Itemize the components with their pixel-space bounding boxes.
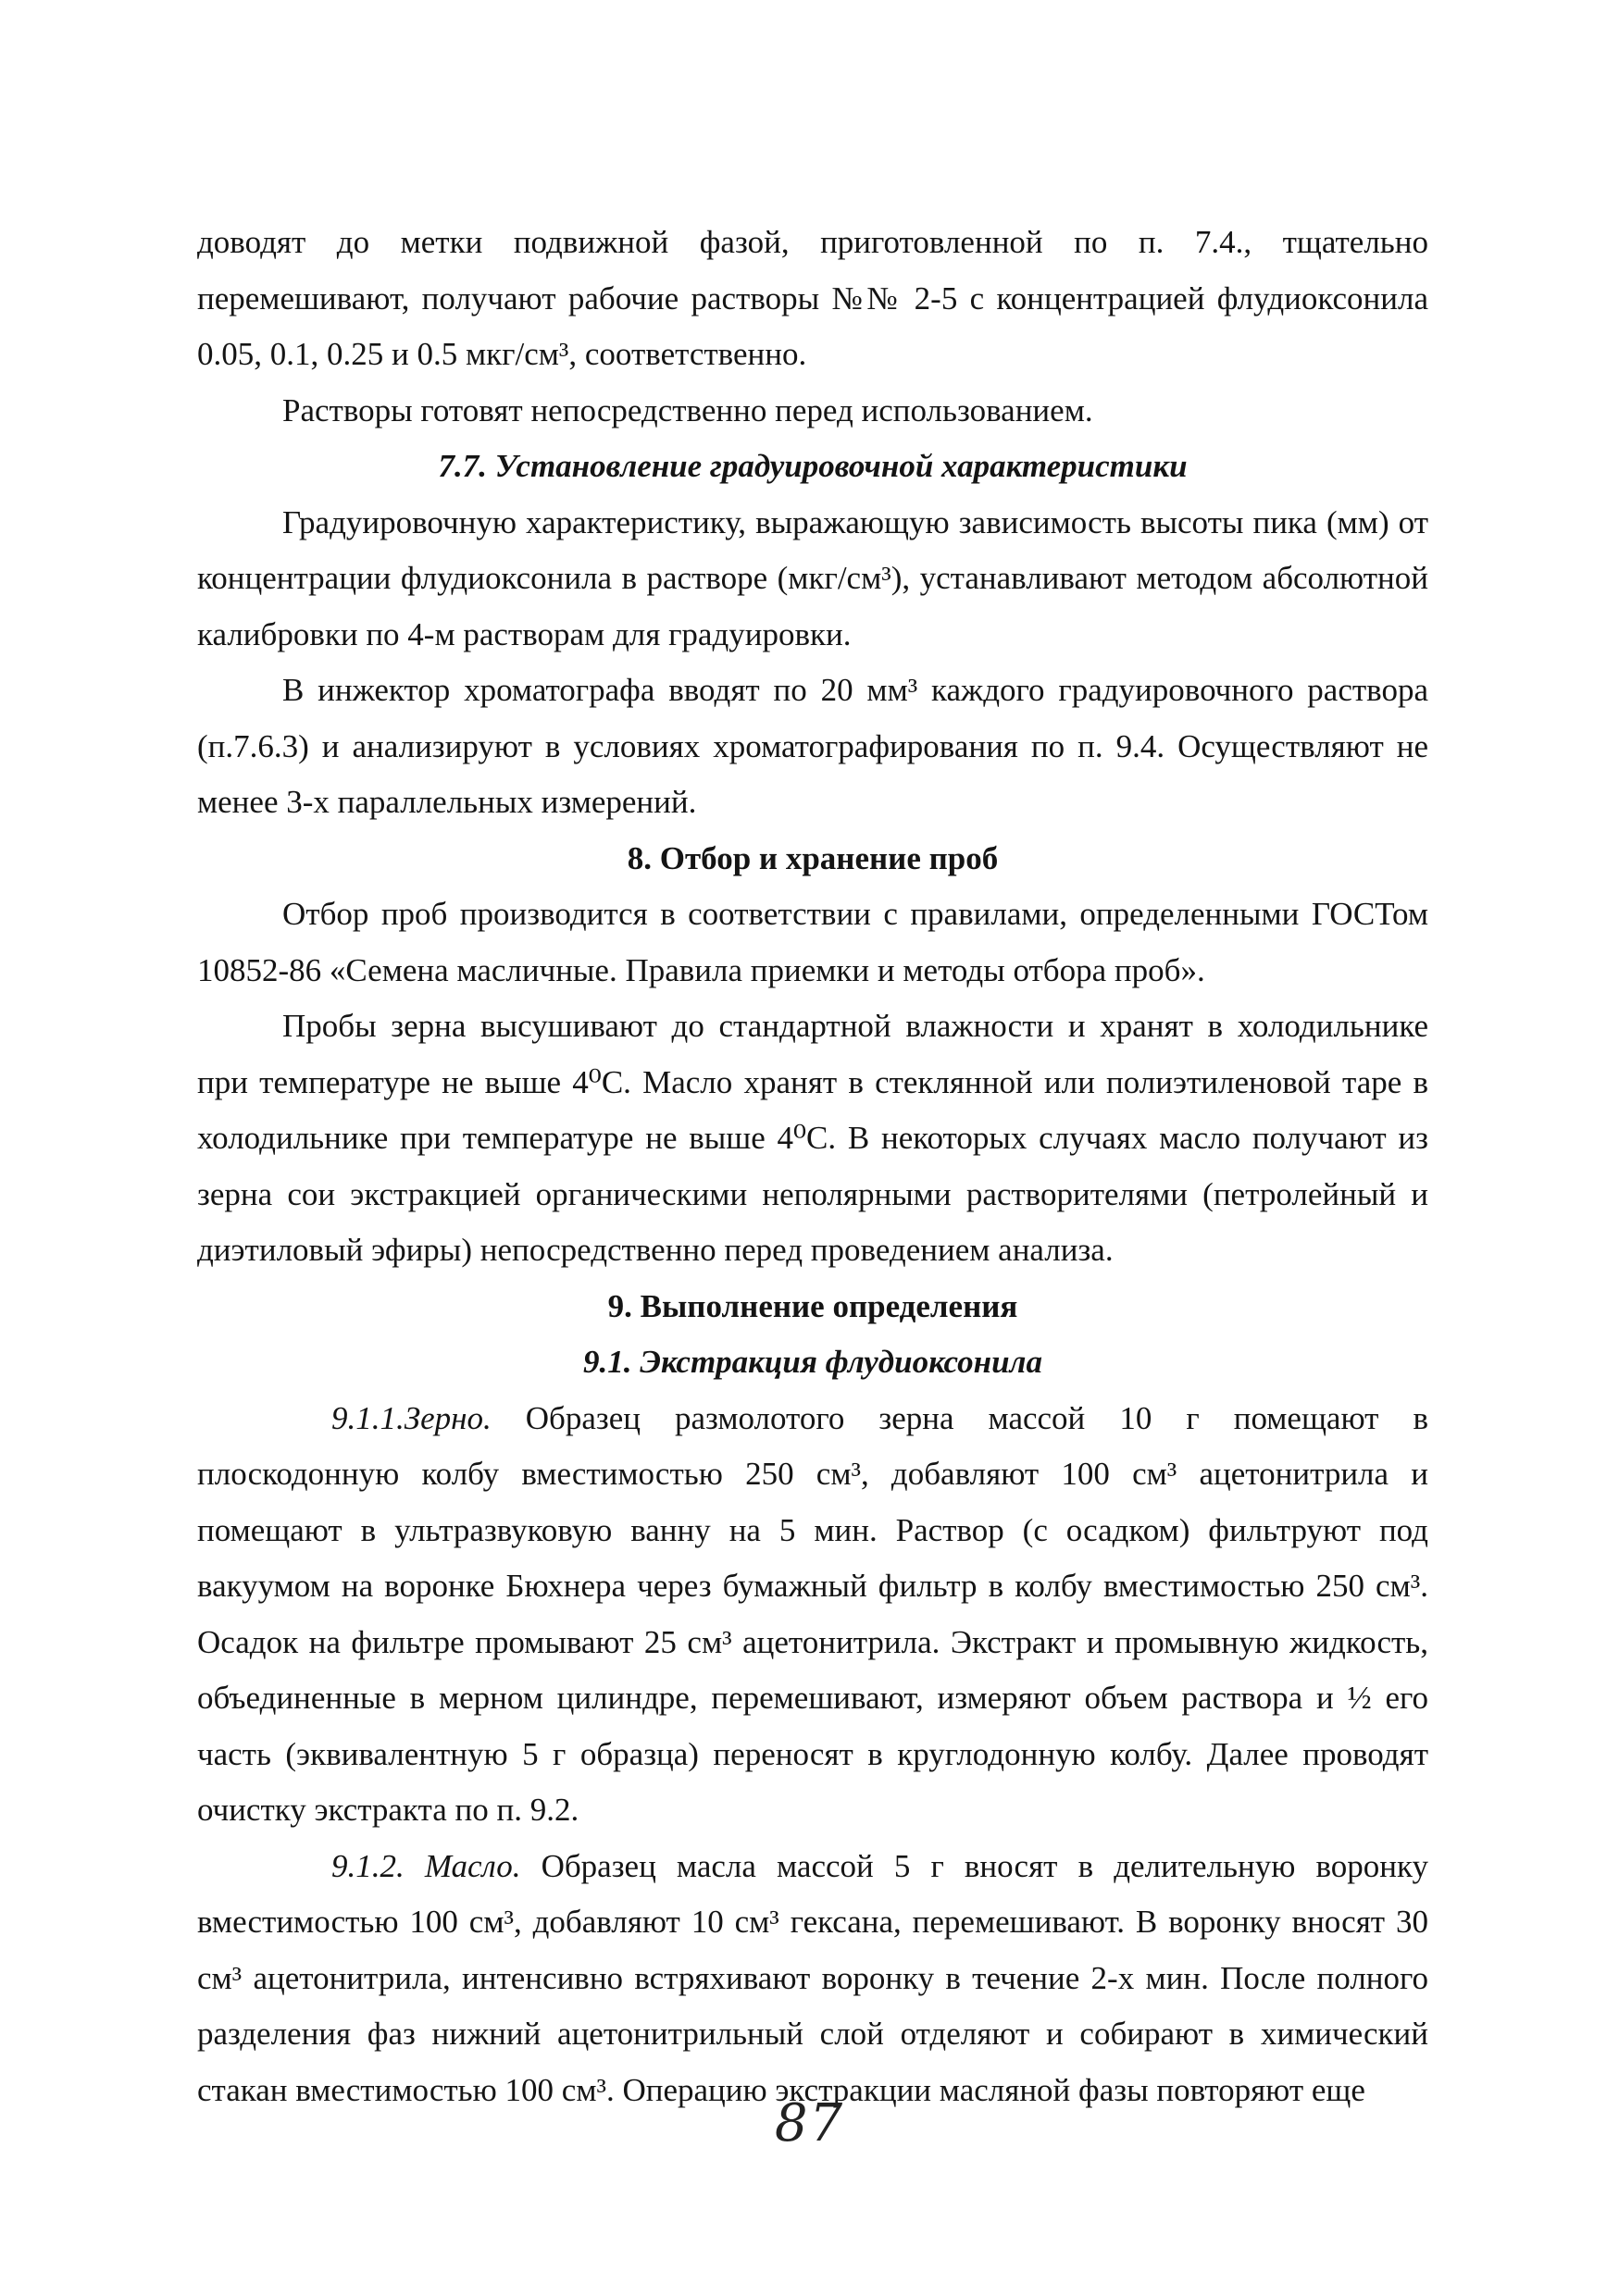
- paragraph-solutions-note: Растворы готовят непосредственно перед использованием.: [282, 391, 1093, 428]
- paragraph-oil-extraction: [197, 1839, 1428, 2119]
- page-number: 87: [774, 2093, 845, 2153]
- paragraph-oil-text: Образец масла массой 5 г вносят в делительную воронку вместимостью 100 см³, добавляют 10 см³ гексана, перемешивают. В воронку вносят 30 см³ ацетонитрила, интенсивно встряхивают воронку в течение 2-х мин. После полного разделения фаз нижний ацетонитрильный слой отделяют и собирают в химический стакан вместимостью 100 см³. Операцию экстракции масляной фазы повторяют еще: [197, 1847, 1428, 2108]
- section-heading-9: 9. Выполнение определения: [607, 1287, 1018, 1324]
- document-page: [197, 215, 1428, 2118]
- paragraph-lead-oil: 9.1.2. Масло.: [331, 1847, 521, 1884]
- paragraph-solutions-prep: доводят до метки подвижной фазой, приготовленной по п. 7.4., тщательно перемешивают, получают рабочие растворы №№ 2-5 с концентрацией флудиоксонила 0.05, 0.1, 0.25 и 0.5 мкг/см³, соответственно.: [197, 224, 1428, 372]
- paragraph-grain-text: Образец размолотого зерна массой 10 г помещают в плоскодонную колбу вместимостью 250 см³, добавляют 100 см³ ацетонитрила и помещают в ультразвуковую ванну на 5 мин. Раствор (с осадком) фильтруют под вакуумом на воронке Бюхнера через бумажный фильтр в колбу вместимостью 250 см³. Осадок на фильтре промывают 25 см³ ацетонитрила. Экстракт и промывную жидкость, объединенные в мерном цилиндре, перемешивают, измеряют объем раствора и ½ его часть (эквивалентную 5 г образца) переносят в круглодонную колбу. Далее проводят очистку экстракта по п. 9.2.: [197, 1399, 1428, 1828]
- paragraph-storage: Пробы зерна высушивают до стандартной влажности и хранят в холодильнике при температуре не выше 4⁰С. Масло хранят в стеклянной или полиэтиленовой таре в холодильнике при температуре не выше 4⁰С. В некоторых случаях масло получают из зерна сои экстракцией органическими неполярными растворителями (петролейный и диэтиловый эфиры) непосредственно перед проведением анализа.: [197, 1008, 1428, 1268]
- paragraph-lead-grain: 9.1.1.Зерно.: [331, 1399, 492, 1436]
- paragraph-calibration: Градуировочную характеристику, выражающую зависимость высоты пика (мм) от концентрации флудиоксонила в растворе (мкг/см³), устанавливают методом абсолютной калибровки по 4-м растворам для градуировки.: [197, 503, 1428, 652]
- section-heading-9-1: 9.1. Экстракция флудиоксонила: [582, 1344, 1042, 1380]
- paragraph-grain-extraction: [197, 1391, 1428, 1839]
- paragraph-injection: В инжектор хроматографа вводят по 20 мм³ каждого градуировочного раствора (п.7.6.3) и анализируют в условиях хроматографирования по п. 9.4. Осуществляют не менее 3-х параллельных измерений.: [197, 672, 1428, 820]
- paragraph-sampling: Отбор проб производится в соответствии с правилами, определенными ГОСТом 10852-86 «Семена масличные. Правила приемки и методы отбора проб».: [197, 896, 1428, 988]
- section-heading-8: 8. Отбор и хранение проб: [627, 839, 999, 876]
- section-heading-7-7: 7.7. Установление градуировочной характеристики: [438, 448, 1188, 484]
